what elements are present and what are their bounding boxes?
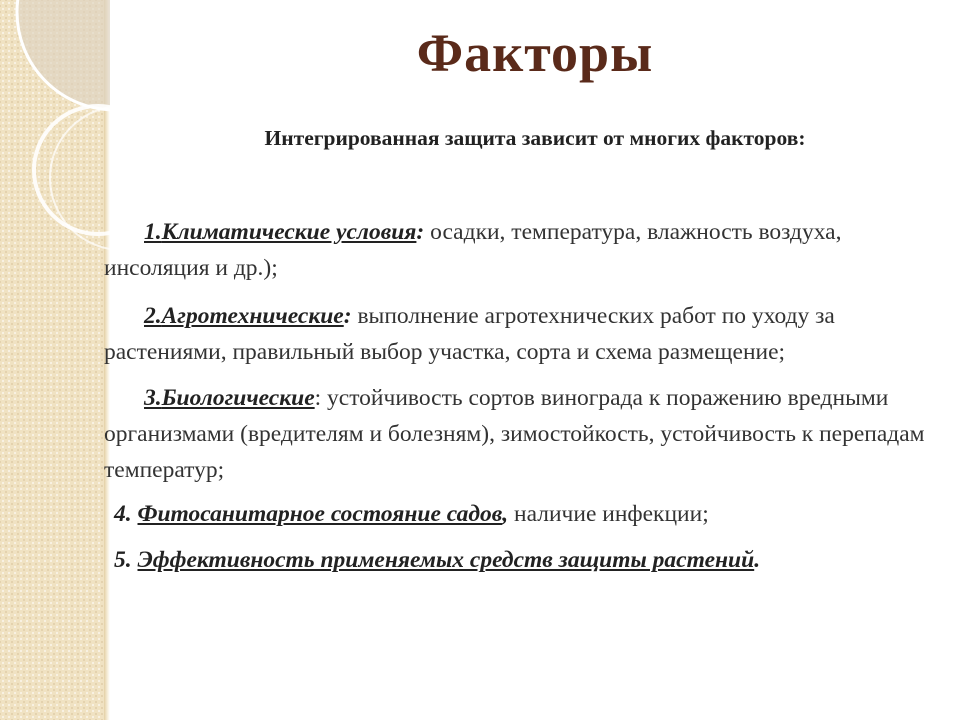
factor-number: 4. xyxy=(114,501,138,527)
factor-separator: : xyxy=(314,385,322,411)
factor-separator: . xyxy=(754,547,761,573)
factor-separator: , xyxy=(502,501,509,527)
factor-heading: Фитосанитарное состояние садов xyxy=(137,501,503,527)
factor-item xyxy=(104,542,944,578)
factor-heading: 1.Климатические условия xyxy=(144,219,417,245)
factor-text: выполнение агротехнических работ по уходу за растениями, правильный выбор участка, сорта и схема размещение; xyxy=(104,303,835,365)
factor-number: 5. xyxy=(114,547,138,573)
factor-separator: : xyxy=(343,303,352,329)
factor-text: наличие инфекции; xyxy=(508,501,709,527)
page-subtitle: Интегрированная защита зависит от многих факторов: xyxy=(264,126,806,150)
factor-separator: : xyxy=(416,219,425,245)
factor-item xyxy=(104,298,944,370)
factor-heading: 3.Биологические xyxy=(144,385,315,411)
factor-heading: Эффективность применяемых средств защиты растений xyxy=(137,547,755,573)
page-title: Факторы xyxy=(416,23,654,83)
factor-item xyxy=(104,496,944,532)
decorative-circles xyxy=(0,0,110,260)
factor-item xyxy=(104,380,944,488)
factor-item xyxy=(104,214,944,286)
factor-text: осадки, температура, влажность воздуха, инсоляция и др.); xyxy=(104,219,842,281)
factors-list xyxy=(104,214,944,578)
factor-heading: 2.Агротехнические xyxy=(144,303,344,329)
factor-text: устойчивость сортов винограда к поражению вредными организмами (вредителям и болезням), зимостойкость, устойчивость к перепадам температур; xyxy=(104,385,925,483)
